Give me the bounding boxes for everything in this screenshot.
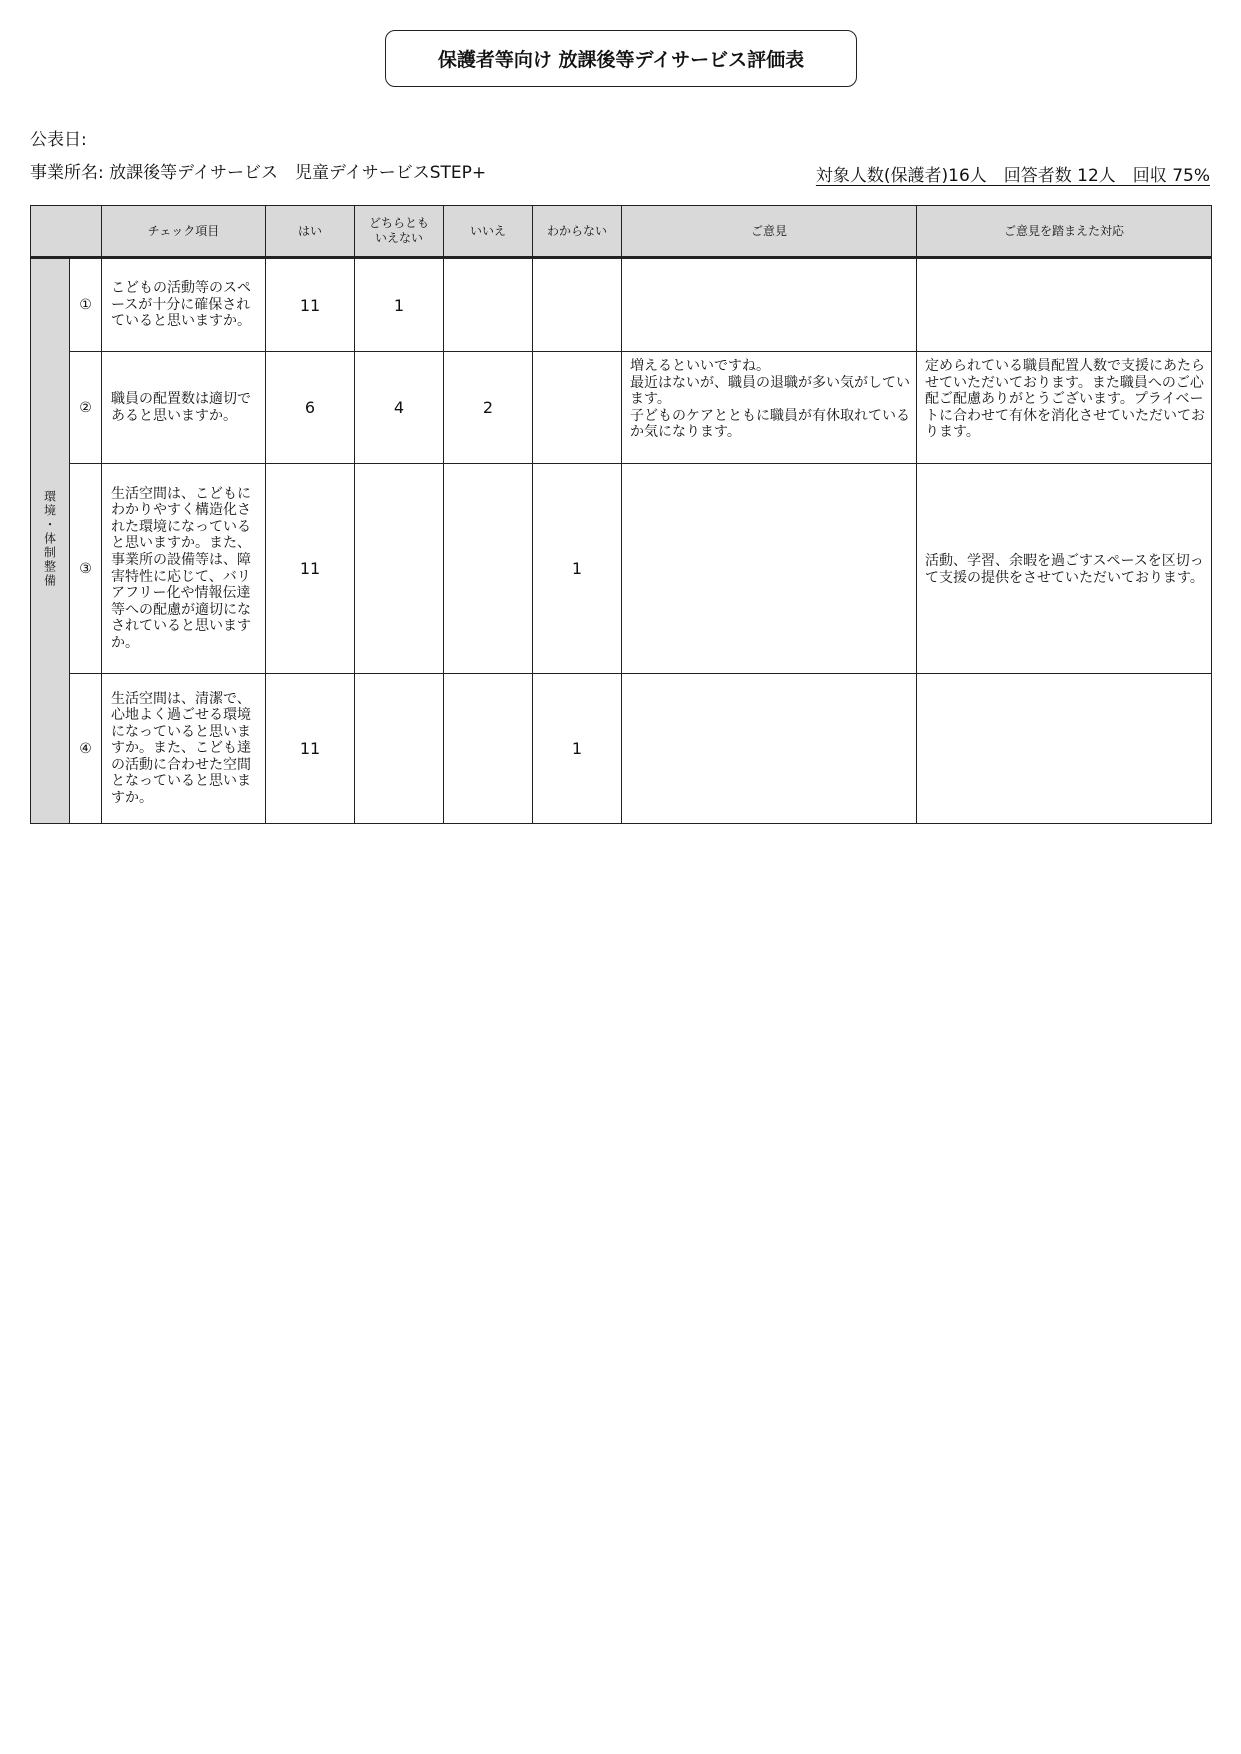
category-label: 環境・体制整備 xyxy=(42,490,57,588)
header-yes: はい xyxy=(266,206,355,258)
question-text: 生活空間は、こどもにわかりやすく構造化された環境になっていると思いますか。また、事業所の設備等は、障害特性に応じて、バリアフリー化や情報伝達等への配慮が適切になされていると思いますか。 xyxy=(102,464,266,674)
category-cell xyxy=(31,258,70,824)
comment-text: 増えるといいですね。 最近はないが、職員の退職が多い気がしています。 子どものケアとともに職員が有休取れているか気になります。 xyxy=(622,352,917,464)
response-stats: 対象人数(保護者)16人 回答者数 12人 回収 75% xyxy=(815,166,1210,186)
count-no xyxy=(444,464,533,674)
count-yes: 6 xyxy=(266,352,355,464)
table-row xyxy=(31,258,1212,352)
header-comments: ご意見 xyxy=(622,206,917,258)
count-neither: 4 xyxy=(355,352,444,464)
header-neither xyxy=(355,206,444,258)
header-response: ご意見を踏まえた対応 xyxy=(917,206,1212,258)
question-text: 職員の配置数は適切であると思いますか。 xyxy=(102,352,266,464)
table-row xyxy=(31,464,1212,674)
comment-text xyxy=(622,258,917,352)
response-text: 定められている職員配置人数で支援にあたらせていただいております。また職員へのご心配ご配慮ありがとうございます。プライベートに合わせて有休を消化させていただいております。 xyxy=(917,352,1212,464)
header-neither-text: どちらとも いえない xyxy=(368,216,429,245)
header-no: いいえ xyxy=(444,206,533,258)
count-unknown xyxy=(533,258,622,352)
count-no: 2 xyxy=(444,352,533,464)
row-number: ① xyxy=(70,258,102,352)
header-blank xyxy=(31,206,102,258)
count-unknown: 1 xyxy=(533,674,622,824)
count-neither: 1 xyxy=(355,258,444,352)
count-yes: 11 xyxy=(266,464,355,674)
table-row xyxy=(31,352,1212,464)
document-title-text: 保護者等向け 放課後等デイサービス評価表 xyxy=(437,49,805,71)
header-check-item: チェック項目 xyxy=(102,206,266,258)
publication-date-label: 公表日: xyxy=(30,130,87,150)
count-no xyxy=(444,674,533,824)
count-yes: 11 xyxy=(266,674,355,824)
question-text: こどもの活動等のスペースが十分に確保されていると思いますか。 xyxy=(102,258,266,352)
response-text xyxy=(917,258,1212,352)
count-neither xyxy=(355,464,444,674)
count-no xyxy=(444,258,533,352)
response-text xyxy=(917,674,1212,824)
table-row xyxy=(31,674,1212,824)
header-unknown: わからない xyxy=(533,206,622,258)
document-title xyxy=(385,30,857,87)
row-number: ④ xyxy=(70,674,102,824)
question-text: 生活空間は、清潔で、心地よく過ごせる環境になっていると思いますか。また、こども達の活動に合わせた空間となっていると思いますか。 xyxy=(102,674,266,824)
evaluation-table xyxy=(30,205,1212,824)
row-number: ② xyxy=(70,352,102,464)
response-text: 活動、学習、余暇を過ごすスペースを区切って支援の提供をさせていただいております。 xyxy=(917,464,1212,674)
office-name: 事業所名: 放課後等デイサービス 児童デイサービスSTEP+ xyxy=(30,163,487,183)
count-unknown: 1 xyxy=(533,464,622,674)
comment-text xyxy=(622,674,917,824)
count-neither xyxy=(355,674,444,824)
table-header-row xyxy=(31,206,1212,258)
comment-text xyxy=(622,464,917,674)
count-unknown xyxy=(533,352,622,464)
count-yes: 11 xyxy=(266,258,355,352)
row-number: ③ xyxy=(70,464,102,674)
